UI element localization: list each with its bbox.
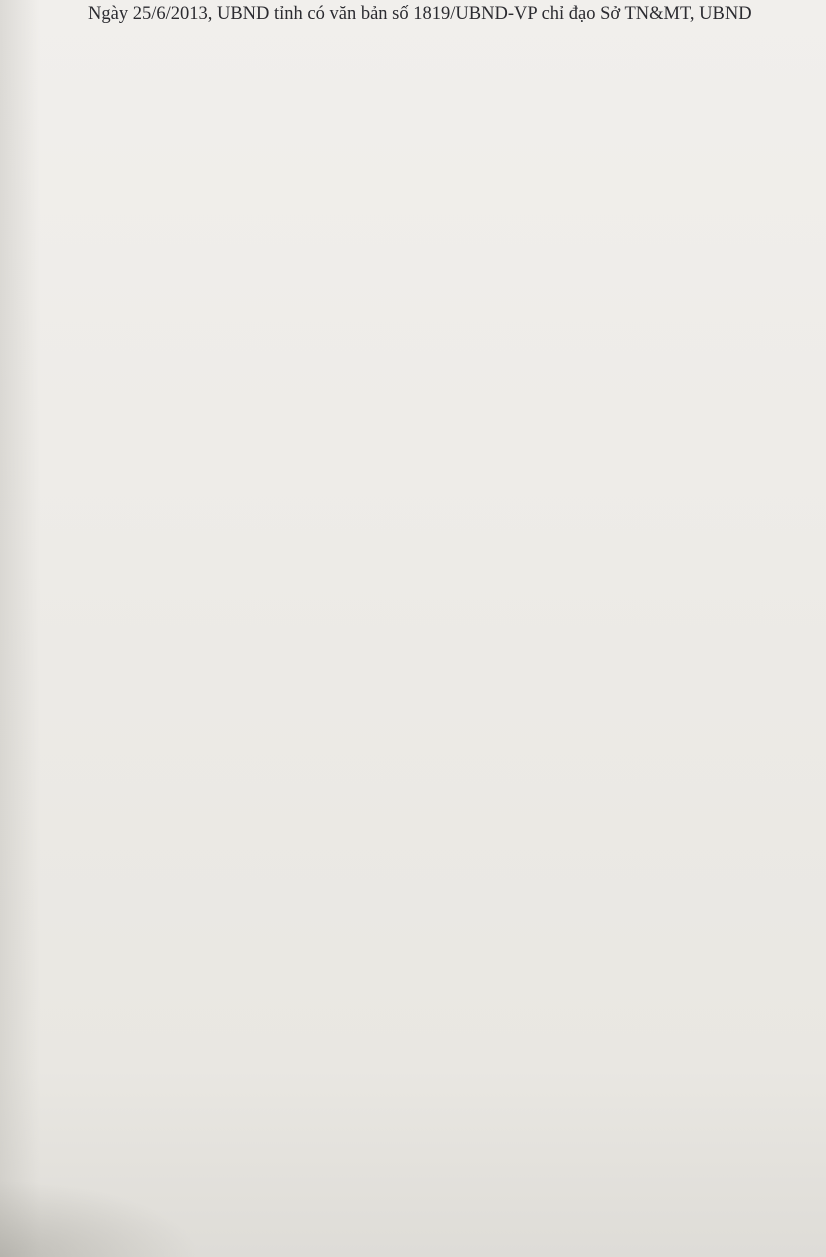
text-line bbox=[88, 3, 794, 25]
text-line-rest: Ngày 25/6/2013, UBND tỉnh có văn bản số 1819/UBND-VP chỉ đạo Sở TN&MT, UBND bbox=[88, 4, 752, 24]
page-corner-shadow bbox=[0, 1180, 200, 1257]
page-edge-shadow bbox=[0, 0, 40, 1257]
